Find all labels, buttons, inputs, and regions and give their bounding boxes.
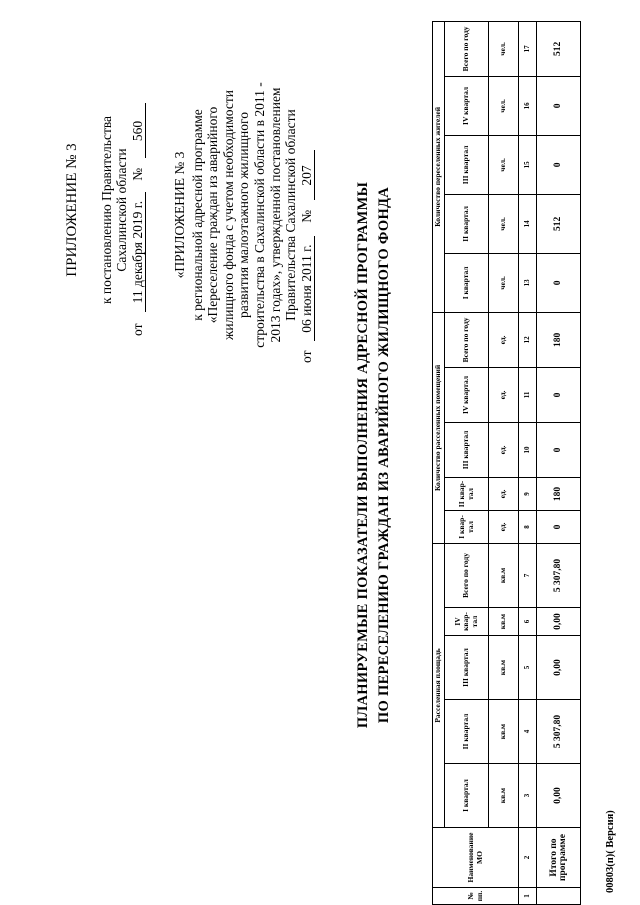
total-rooms-cell: 0 — [537, 422, 581, 477]
table-units-row — [489, 21, 519, 904]
colnum-cell: 1 — [519, 888, 537, 905]
rooms-col-header: I квар-тал — [445, 510, 489, 543]
unit-cell: кв.м — [489, 608, 519, 636]
document-footer: 00803(п)( Версия) — [605, 810, 616, 893]
appendix-from-label: от — [129, 323, 145, 336]
colnum-cell: 2 — [519, 828, 537, 888]
colnum-cell: 16 — [519, 76, 537, 135]
program-block — [172, 65, 315, 365]
people-col-header: Всего по году — [445, 21, 489, 76]
total-area-cell: 0,00 — [537, 636, 581, 700]
unit-cell: кв.м — [489, 700, 519, 764]
rooms-col-header: III квартал — [445, 422, 489, 477]
unit-cell: ед. — [489, 477, 519, 510]
unit-cell: ед. — [489, 312, 519, 367]
total-rooms-cell: 180 — [537, 477, 581, 510]
program-date-line — [299, 65, 316, 365]
group-area-header: Расселенная площадь — [433, 543, 445, 827]
colnum-cell: 9 — [519, 477, 537, 510]
colnum-cell: 11 — [519, 367, 537, 422]
program-line: Правительства Сахалинской области — [283, 109, 299, 321]
area-col-header: Всего по году — [445, 543, 489, 607]
total-area-cell: 0,00 — [537, 764, 581, 828]
colnum-cell: 17 — [519, 21, 537, 76]
colnum-cell: 6 — [519, 608, 537, 636]
program-line: 2013 годах», утвержденной постановлением — [267, 87, 283, 343]
unit-cell: ед. — [489, 510, 519, 543]
people-col-header: I квартал — [445, 253, 489, 312]
program-from-label: от — [298, 350, 314, 363]
unit-cell: ед. — [489, 367, 519, 422]
group-people-header: Количество переселенных жителей — [433, 21, 445, 312]
document-title — [355, 135, 393, 775]
program-num: 207 — [299, 151, 316, 201]
program-title: «ПРИЛОЖЕНИЕ № 3 — [172, 151, 187, 279]
colnum-cell: 5 — [519, 636, 537, 700]
unit-cell: чел. — [489, 21, 519, 76]
colnum-cell: 13 — [519, 253, 537, 312]
colnum-cell: 15 — [519, 135, 537, 194]
people-col-header: III квартал — [445, 135, 489, 194]
colnum-cell: 14 — [519, 194, 537, 253]
table-colnum-row — [519, 21, 537, 904]
total-rooms-cell: 180 — [537, 312, 581, 367]
total-area-cell: 5 307,80 — [537, 700, 581, 764]
appendix-date-line — [130, 80, 147, 340]
unit-cell: кв.м — [489, 764, 519, 828]
document-title-line1: ПЛАНИРУЕМЫЕ ПОКАЗАТЕЛИ ВЫПОЛНЕНИЯ АДРЕСНОЙ ПРОГРАММЫ — [355, 181, 371, 729]
rooms-col-header: IV квартал — [445, 367, 489, 422]
area-col-header: III квартал — [445, 636, 489, 700]
colnum-cell: 7 — [519, 543, 537, 607]
total-people-cell: 512 — [537, 194, 581, 253]
unit-cell: чел. — [489, 135, 519, 194]
total-rooms-cell: 0 — [537, 367, 581, 422]
unit-cell: ед. — [489, 422, 519, 477]
appendix-date: 11 декабря 2019 г. — [130, 192, 147, 312]
document-title-line2: ПО ПЕРЕСЕЛЕНИЮ ГРАЖДАН ИЗ АВАРИЙНОГО ЖИЛИЩНОГО ФОНДА — [376, 186, 392, 724]
total-num-cell — [537, 888, 581, 905]
area-col-header: I квартал — [445, 764, 489, 828]
total-people-cell: 0 — [537, 76, 581, 135]
colnum-cell: 4 — [519, 700, 537, 764]
colnum-cell: 8 — [519, 510, 537, 543]
total-area-cell: 5 307,80 — [537, 543, 581, 607]
unit-cell: кв.м — [489, 543, 519, 607]
appendix-line2: Сахалинской области — [114, 148, 130, 272]
colnum-cell: 10 — [519, 422, 537, 477]
program-date: 06 июня 2011 г. — [299, 236, 316, 341]
unit-cell: кв.м — [489, 636, 519, 700]
program-line: строительства в Сахалинской области в 2011 - — [251, 82, 267, 348]
people-col-header: IV квартал — [445, 76, 489, 135]
indicators-table — [432, 21, 581, 905]
program-line: «Переселение граждан из аварийного — [205, 106, 221, 324]
area-col-header: IV квар-тал — [445, 608, 489, 636]
appendix-line1: к постановлению Правительства — [98, 115, 114, 305]
group-rooms-header: Количество расселенных помещений — [433, 312, 445, 543]
col-num-header: № пп. — [433, 888, 519, 905]
program-line: к региональной адресной программе — [189, 109, 205, 321]
colnum-cell: 3 — [519, 764, 537, 828]
rooms-col-header: II квар-тал — [445, 477, 489, 510]
program-num-label: № — [298, 209, 314, 223]
total-rooms-cell: 0 — [537, 510, 581, 543]
area-col-header: II квартал — [445, 700, 489, 764]
rooms-col-header: Всего по году — [445, 312, 489, 367]
total-people-cell: 0 — [537, 253, 581, 312]
table-header-cols-row — [445, 21, 489, 904]
unit-cell: чел. — [489, 194, 519, 253]
col-name-header: Наименование МО — [433, 828, 519, 888]
people-col-header: II квартал — [445, 194, 489, 253]
table-total-row — [537, 21, 581, 904]
appendix-num: 560 — [130, 104, 147, 159]
appendix-block — [65, 80, 146, 340]
total-people-cell: 512 — [537, 21, 581, 76]
appendix-title: ПРИЛОЖЕНИЕ № 3 — [64, 143, 80, 277]
colnum-cell: 12 — [519, 312, 537, 367]
unit-cell: чел. — [489, 253, 519, 312]
table-header-group-row — [433, 21, 445, 904]
total-area-cell: 0,00 — [537, 608, 581, 636]
unit-cell: чел. — [489, 76, 519, 135]
program-line: жилищного фонда с учетом необходимости — [220, 90, 236, 340]
appendix-num-label: № — [129, 167, 145, 181]
total-label-cell: Итого по программе — [537, 828, 581, 888]
program-line: развития малоэтажного жилищного — [236, 112, 252, 318]
total-people-cell: 0 — [537, 135, 581, 194]
